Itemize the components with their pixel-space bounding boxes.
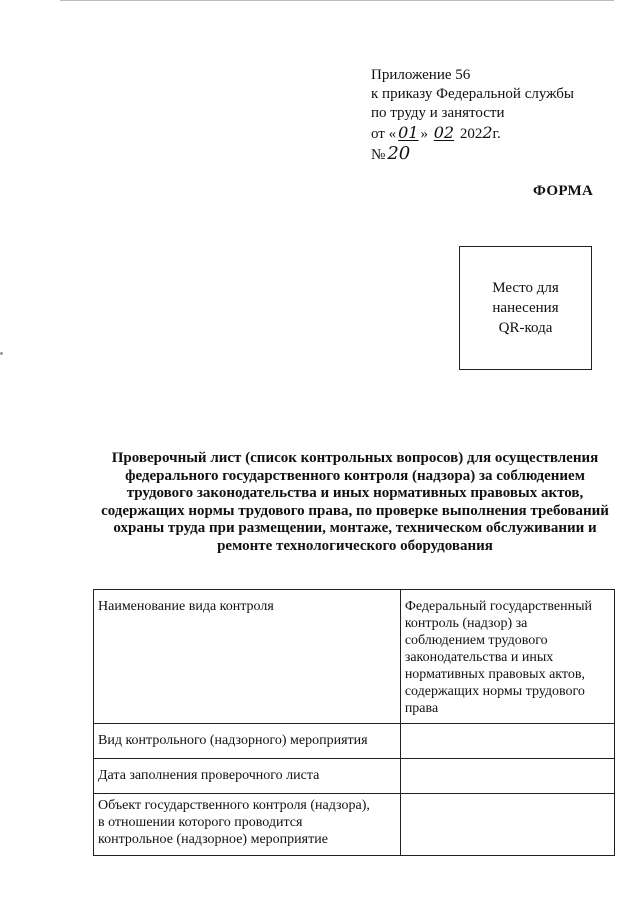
title-line: охраны труда при размещении, монтаже, техническом обслуживании и [113, 520, 597, 536]
title-line: ремонте технологического оборудования [217, 537, 493, 554]
date-year-prefix: 202 [456, 126, 483, 142]
qr-line-2: нанесения [492, 300, 559, 316]
table-row [94, 590, 615, 724]
inspection-type-label: Вид контрольного (надзорного) мероприятия [94, 724, 401, 759]
date-year-digit-handwritten: 2 [482, 123, 493, 142]
value-line: нормативных правовых актов, [404, 667, 585, 682]
title-line: Проверочный лист (список контрольных вопросов) для осуществления [111, 450, 599, 466]
fill-date-label: Дата заполнения проверочного листа [94, 759, 401, 794]
value-line: содержащих нормы трудового [404, 684, 585, 699]
qr-placeholder-text [476, 278, 576, 338]
control-type-label: Наименование вида контроля [94, 590, 401, 724]
value-line: законодательства и иных [404, 650, 554, 665]
date-month-handwritten: 02 [433, 123, 455, 142]
control-object-label [94, 794, 401, 856]
number-handwritten: 20 [387, 143, 411, 164]
date-day-handwritten: 01 [398, 123, 419, 142]
date-mid: » [420, 126, 432, 142]
fill-date-value[interactable] [400, 759, 614, 794]
appendix-line-3: по труду и занятости [371, 105, 505, 121]
title-line: федерального государственного контроля (надзора) за соблюдением [125, 467, 585, 484]
scan-speck [0, 352, 3, 355]
number-prefix: № [371, 147, 386, 163]
value-line: права [404, 701, 439, 716]
table-row [94, 794, 615, 856]
label-line: в отношении которого проводится [98, 815, 303, 830]
form-label: ФОРМА [533, 183, 594, 199]
control-info-table [93, 589, 615, 856]
appendix-number-line [371, 144, 574, 165]
qr-line-3: QR-кода [498, 320, 553, 336]
appendix-block [371, 66, 574, 165]
qr-code-placeholder [459, 246, 592, 370]
table-row [94, 759, 615, 794]
title-line: трудового законодательства и иных нормативных правовых актов, [126, 485, 584, 501]
qr-line-1: Место для [492, 280, 559, 296]
date-prefix: от « [371, 126, 397, 142]
appendix-date-line [371, 123, 574, 144]
appendix-line-2: к приказу Федеральной службы [371, 86, 575, 102]
document-title [100, 450, 610, 555]
control-object-value[interactable] [400, 794, 614, 856]
date-suffix: г. [492, 126, 501, 142]
table-row [94, 724, 615, 759]
page-top-edge [60, 0, 614, 1]
label-line: контрольное (надзорное) мероприятие [98, 832, 328, 847]
inspection-type-value[interactable] [400, 724, 614, 759]
control-type-value [400, 590, 614, 724]
value-line: соблюдением трудового [404, 633, 548, 648]
value-line: Федеральный государственный [404, 599, 593, 614]
title-line: содержащих нормы трудового права, по проверке выполнения требований [101, 502, 609, 519]
value-line: контроль (надзор) за [404, 616, 528, 631]
appendix-line-1: Приложение 56 [371, 67, 471, 83]
label-line: Объект государственного контроля (надзора), [98, 798, 370, 813]
